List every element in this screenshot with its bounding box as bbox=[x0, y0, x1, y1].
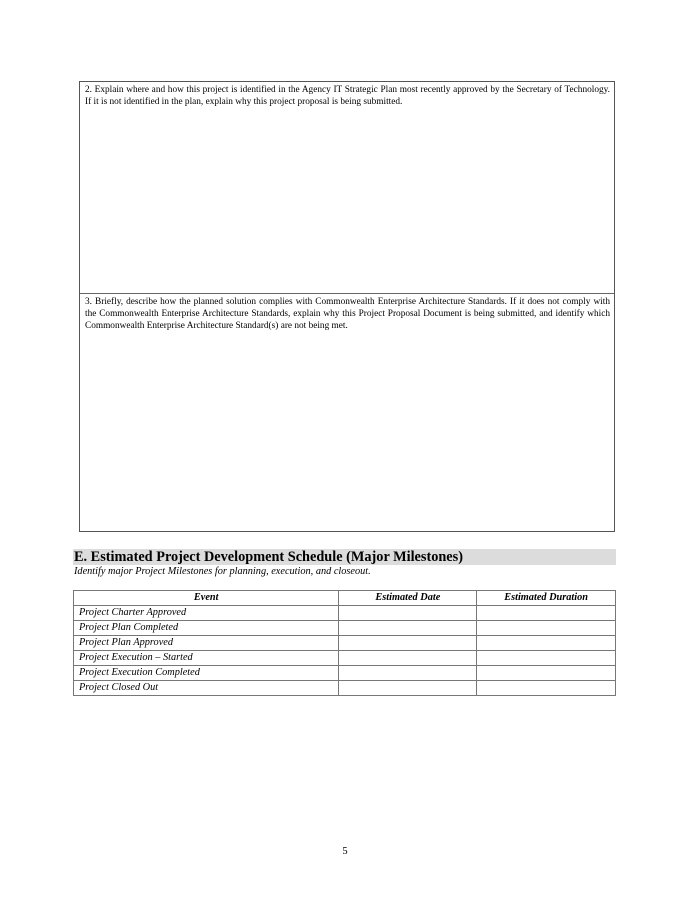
question-3-text: 3. Briefly, describe how the planned solution complies with Commonwealth Enterprise Architecture Standards. If it does not comply with the Commonwealth Enterprise Architecture Standards, explain why this Project Proposal Document is being submitted, and identify which Commonwealth Enterprise Architecture Standard(s) are not being met. bbox=[85, 297, 610, 332]
questions-box bbox=[79, 81, 615, 532]
event-cell: Project Execution – Started bbox=[74, 651, 339, 666]
estimated-date-cell[interactable] bbox=[339, 636, 477, 651]
estimated-duration-cell[interactable] bbox=[477, 651, 616, 666]
question-2-cell[interactable] bbox=[80, 82, 614, 293]
table-row bbox=[74, 651, 616, 666]
estimated-duration-cell[interactable] bbox=[477, 666, 616, 681]
estimated-duration-cell[interactable] bbox=[477, 606, 616, 621]
milestones-table bbox=[73, 590, 616, 696]
event-cell: Project Execution Completed bbox=[74, 666, 339, 681]
question-2-text: 2. Explain where and how this project is identified in the Agency IT Strategic Plan most recently approved by the Secretary of Technology. If it is not identified in the plan, explain why this project proposal is being submitted. bbox=[85, 85, 610, 108]
section-e-title: E. Estimated Project Development Schedule (Major Milestones) bbox=[74, 549, 463, 565]
event-cell: Project Plan Approved bbox=[74, 636, 339, 651]
column-header-estimated-date: Estimated Date bbox=[339, 591, 477, 606]
section-e-subtitle: Identify major Project Milestones for planning, execution, and closeout. bbox=[74, 566, 371, 577]
table-row bbox=[74, 666, 616, 681]
estimated-date-cell[interactable] bbox=[339, 666, 477, 681]
estimated-date-cell[interactable] bbox=[339, 621, 477, 636]
table-row bbox=[74, 621, 616, 636]
table-row bbox=[74, 681, 616, 696]
estimated-date-cell[interactable] bbox=[339, 651, 477, 666]
table-row bbox=[74, 606, 616, 621]
estimated-duration-cell[interactable] bbox=[477, 621, 616, 636]
event-cell: Project Closed Out bbox=[74, 681, 339, 696]
table-row bbox=[74, 636, 616, 651]
estimated-duration-cell[interactable] bbox=[477, 636, 616, 651]
event-cell: Project Plan Completed bbox=[74, 621, 339, 636]
question-3-cell[interactable] bbox=[80, 293, 614, 531]
estimated-date-cell[interactable] bbox=[339, 606, 477, 621]
page-number: 5 bbox=[342, 846, 348, 857]
event-cell: Project Charter Approved bbox=[74, 606, 339, 621]
estimated-date-cell[interactable] bbox=[339, 681, 477, 696]
milestones-header-row bbox=[74, 591, 616, 606]
column-header-estimated-duration: Estimated Duration bbox=[477, 591, 616, 606]
column-header-event: Event bbox=[74, 591, 339, 606]
estimated-duration-cell[interactable] bbox=[477, 681, 616, 696]
